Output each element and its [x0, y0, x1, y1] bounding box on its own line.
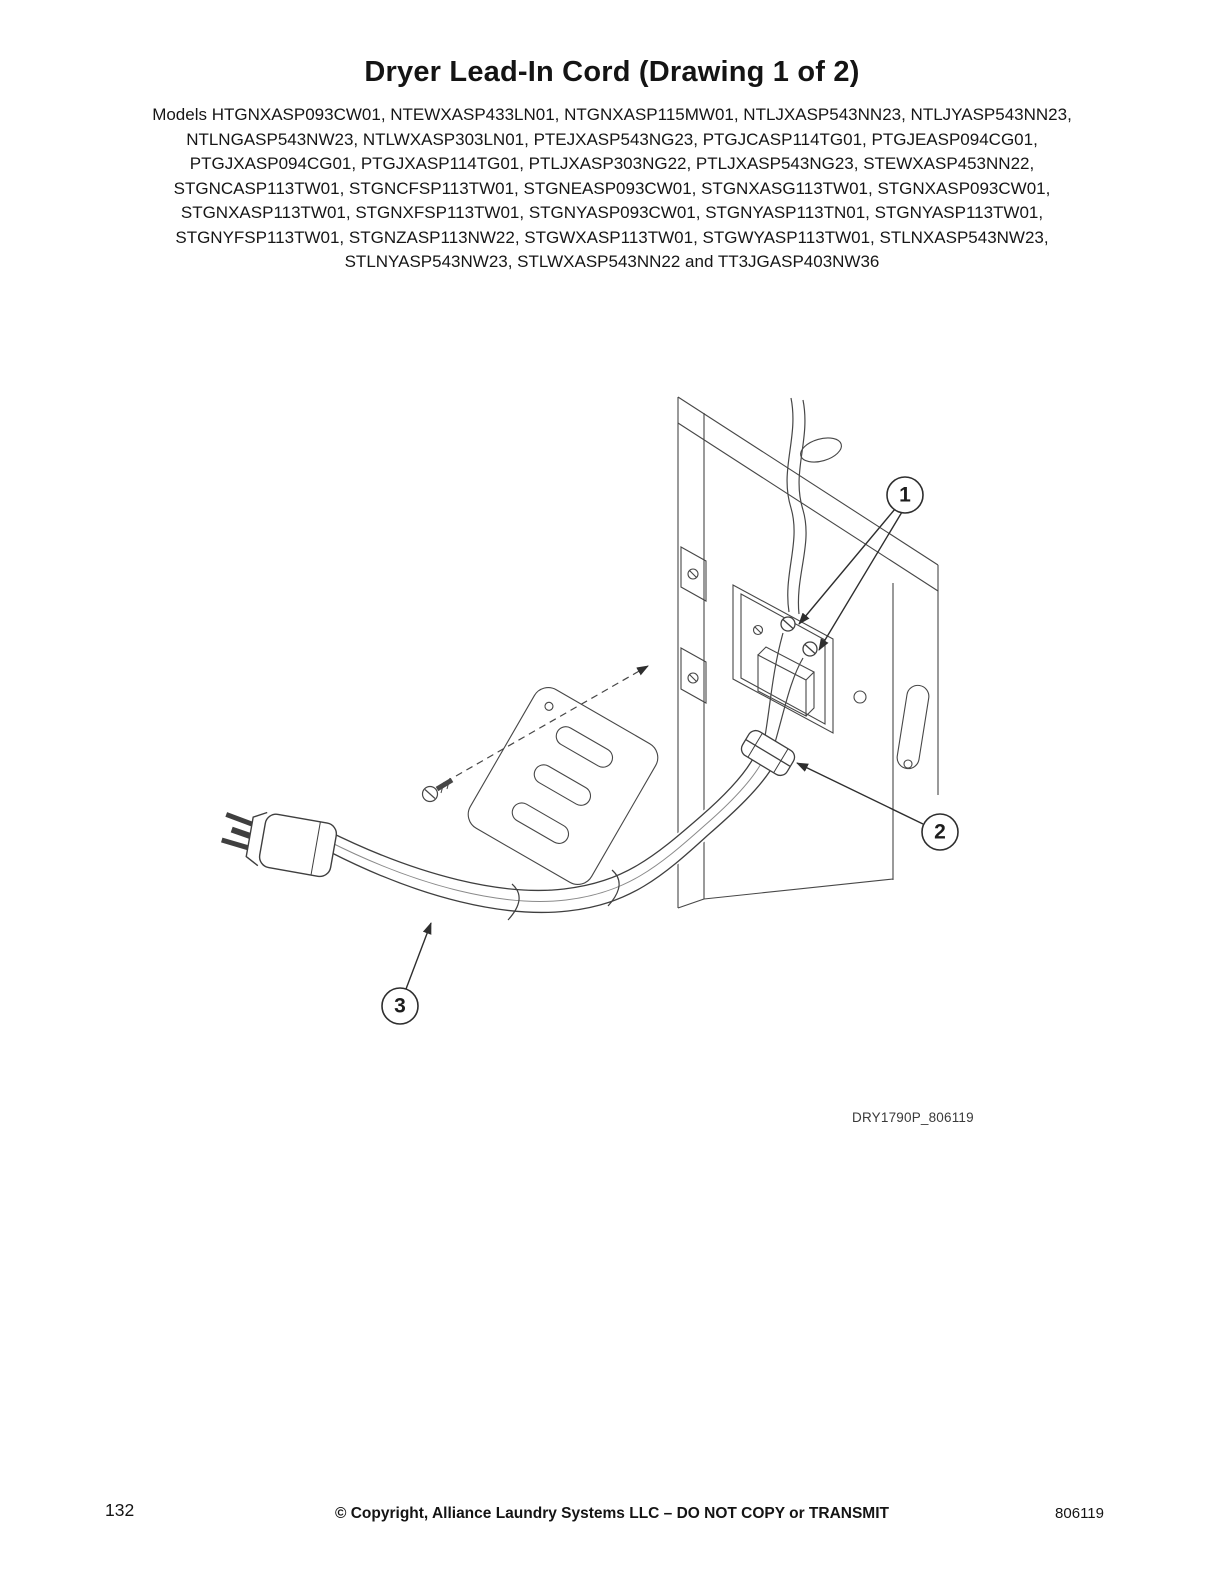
terminal-screws: [781, 617, 817, 656]
cord-wires: [764, 633, 803, 746]
document-number: 806119: [1055, 1505, 1104, 1522]
callout-1-leader-b: [819, 512, 902, 650]
copyright-notice: © Copyright, Alliance Laundry Systems LLC – DO NOT COPY or TRANSMIT: [335, 1505, 889, 1522]
callout-3-leader: [406, 923, 431, 989]
terminal-block: [733, 585, 833, 733]
model-list-line: NTLNGASP543NW23, NTLWXASP303LN01, PTEJXASP543NG23, PTGJCASP114TG01, PTGJEASP094CG01,: [186, 129, 1038, 149]
callout-1-leader-a: [799, 509, 895, 624]
page-title: Dryer Lead-In Cord (Drawing 1 of 2): [364, 56, 860, 88]
svg-text:3: 3: [394, 994, 406, 1018]
model-list-line: STGNCASP113TW01, STGNCFSP113TW01, STGNEASP093CW01, STGNXASG113TW01, STGNXASP093CW01,: [173, 178, 1051, 198]
callouts: [382, 477, 958, 1024]
cover-plate: [462, 682, 663, 891]
upper-cord-run: [787, 398, 806, 614]
callout-1: [887, 477, 923, 513]
svg-text:1: 1: [899, 483, 911, 507]
mounting-screw: [423, 778, 453, 802]
callout-2: [922, 814, 958, 850]
power-cord: [326, 753, 770, 920]
assembly-leader-line: [456, 666, 648, 776]
model-list-line: STGNYFSP113TW01, STGNZASP113NW22, STGWXASP113TW01, STGWYASP113TW01, STLNXASP543NW23,: [175, 227, 1049, 247]
callout-leaders: [406, 509, 923, 989]
model-list-line: Models HTGNXASP093CW01, NTEWXASP433LN01, NTGNXASP115MW01, NTLJXASP543NN23, NTLJYASP543NN23,: [152, 105, 1072, 124]
power-plug: [218, 806, 338, 879]
callout-2-leader: [797, 763, 923, 824]
drawing-reference: DRY1790P_806119: [852, 1110, 974, 1125]
model-list-line: PTGJXASP094CG01, PTGJXASP114TG01, PTLJXASP303NG22, PTLJXASP543NG23, STEWXASP453NN22,: [189, 154, 1035, 173]
svg-text:2: 2: [934, 820, 946, 844]
model-list-line: STGNXASP113TW01, STGNXFSP113TW01, STGNYASP093CW01, STGNYASP113TN01, STGNYASP113TW01,: [180, 203, 1044, 222]
model-list-line: STLNYASP543NW23, STLWXASP543NN22 and TT3JGASP403NW36: [344, 252, 880, 271]
page-number: 132: [105, 1500, 135, 1520]
callout-3: [382, 988, 418, 1024]
